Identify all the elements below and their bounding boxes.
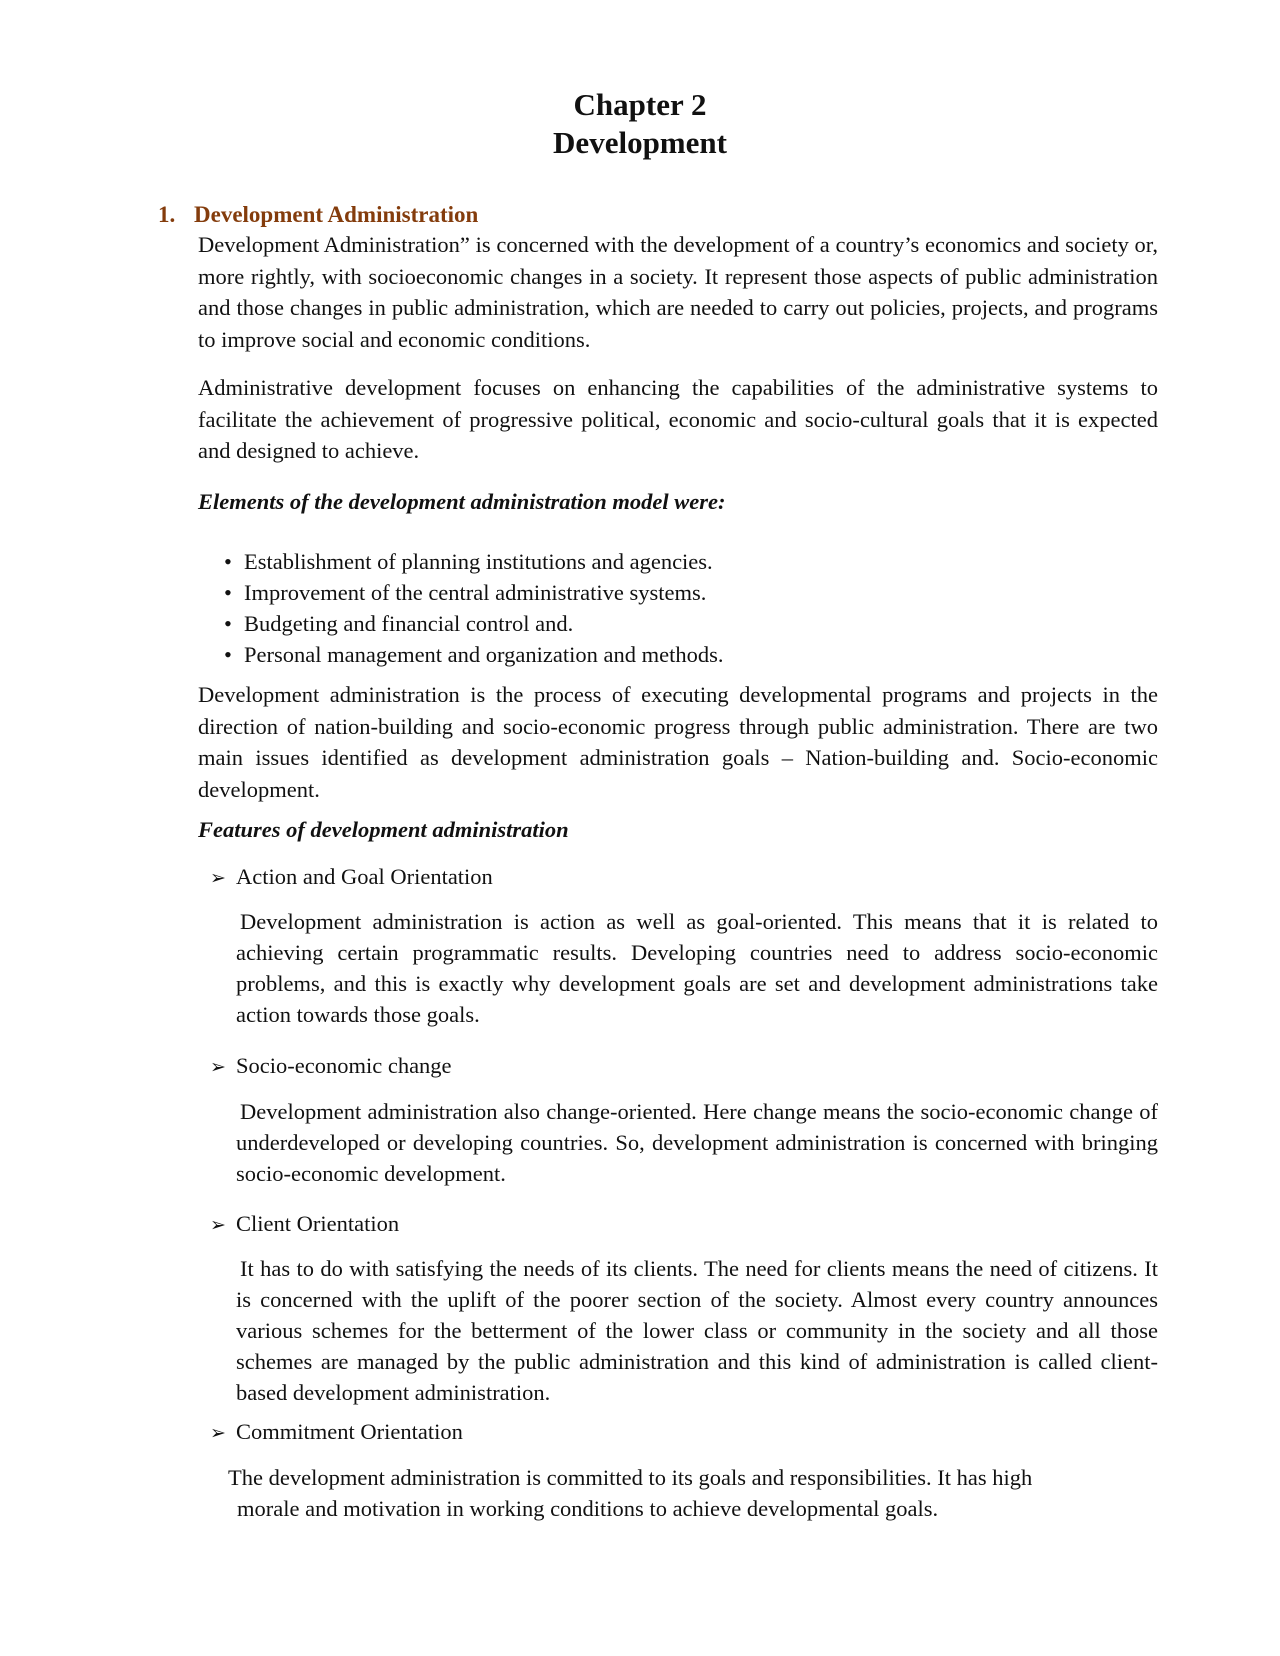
feature-title-socio-economic: ➢ Socio-economic change bbox=[210, 1052, 452, 1082]
section-heading-text: Development Administration bbox=[194, 202, 479, 227]
process-paragraph: Development administration is the process of executing developmental programs and projects in the direction of nation-building and socio-economic progress through public administration. There are two main issues identified as development administration goals – Nation-building and. Socio-economic development. bbox=[198, 682, 1158, 802]
section-number: 1. bbox=[158, 202, 176, 227]
intro-paragraph: Development Administration” is concerned with the development of a country’s economics and society or, more rightly, with socioeconomic changes in a society. It represent those aspects of public administration and those changes in public administration, which are needed to carry out policies, projects, and programs to improve social and economic conditions. bbox=[198, 232, 1158, 352]
feature-text-socio-economic: Development administration also change-oriented. Here change means the socio-economic change of underdeveloped or developing countries. So, development administration is concerned with bringing socio-economic development. bbox=[236, 1099, 1158, 1186]
section-heading bbox=[158, 201, 478, 229]
arrow-bullet-icon: ➢ bbox=[210, 868, 226, 889]
feature-text-action-goal: Development administration is action as well as goal-oriented. This means that it is related to achieving certain programmatic results. Developing countries need to address socio-economic problems, and this is exactly why development goals are set and development administrations take action towards those goals. bbox=[236, 909, 1158, 1027]
list-item: • Budgeting and financial control and. bbox=[224, 608, 723, 639]
elements-heading: Elements of the development administration model were: bbox=[198, 489, 726, 514]
list-item: • Establishment of planning institutions and agencies. bbox=[224, 546, 723, 577]
bullet-icon: • bbox=[224, 549, 232, 574]
feature-title-client: ➢ Client Orientation bbox=[210, 1210, 399, 1240]
list-item: • Improvement of the central administrative systems. bbox=[224, 577, 723, 608]
arrow-bullet-icon: ➢ bbox=[210, 1215, 226, 1236]
list-item: • Personal management and organization and methods. bbox=[224, 639, 723, 670]
feature-text-client: It has to do with satisfying the needs of its clients. The need for clients means the need of citizens. It is concerned with the uplift of the poorer section of the society. Almost every country announces various schemes for the betterment of the lower class or community in the society and all those schemes are managed by the public administration and this kind of administration is called client-based development administration. bbox=[236, 1256, 1158, 1405]
feature-title-commitment: ➢ Commitment Orientation bbox=[210, 1418, 463, 1448]
arrow-bullet-icon: ➢ bbox=[210, 1423, 226, 1444]
feature-text-commitment: The development administration is committed to its goals and responsibilities. It has high morale and motivation in working conditions to achieve developmental goals. bbox=[228, 1465, 1033, 1521]
chapter-title: Development bbox=[553, 125, 727, 160]
features-heading: Features of development administration bbox=[198, 817, 569, 842]
feature-title-action-goal: ➢ Action and Goal Orientation bbox=[210, 863, 493, 893]
bullet-icon: • bbox=[224, 611, 232, 636]
elements-list bbox=[224, 546, 723, 670]
bullet-icon: • bbox=[224, 642, 232, 667]
chapter-label: Chapter 2 bbox=[573, 87, 707, 122]
bullet-icon: • bbox=[224, 580, 232, 605]
admin-development-paragraph: Administrative development focuses on enhancing the capabilities of the administrative systems to facilitate the achievement of progressive political, economic and socio-cultural goals that it is expected and designed to achieve. bbox=[198, 375, 1158, 463]
arrow-bullet-icon: ➢ bbox=[210, 1057, 226, 1078]
